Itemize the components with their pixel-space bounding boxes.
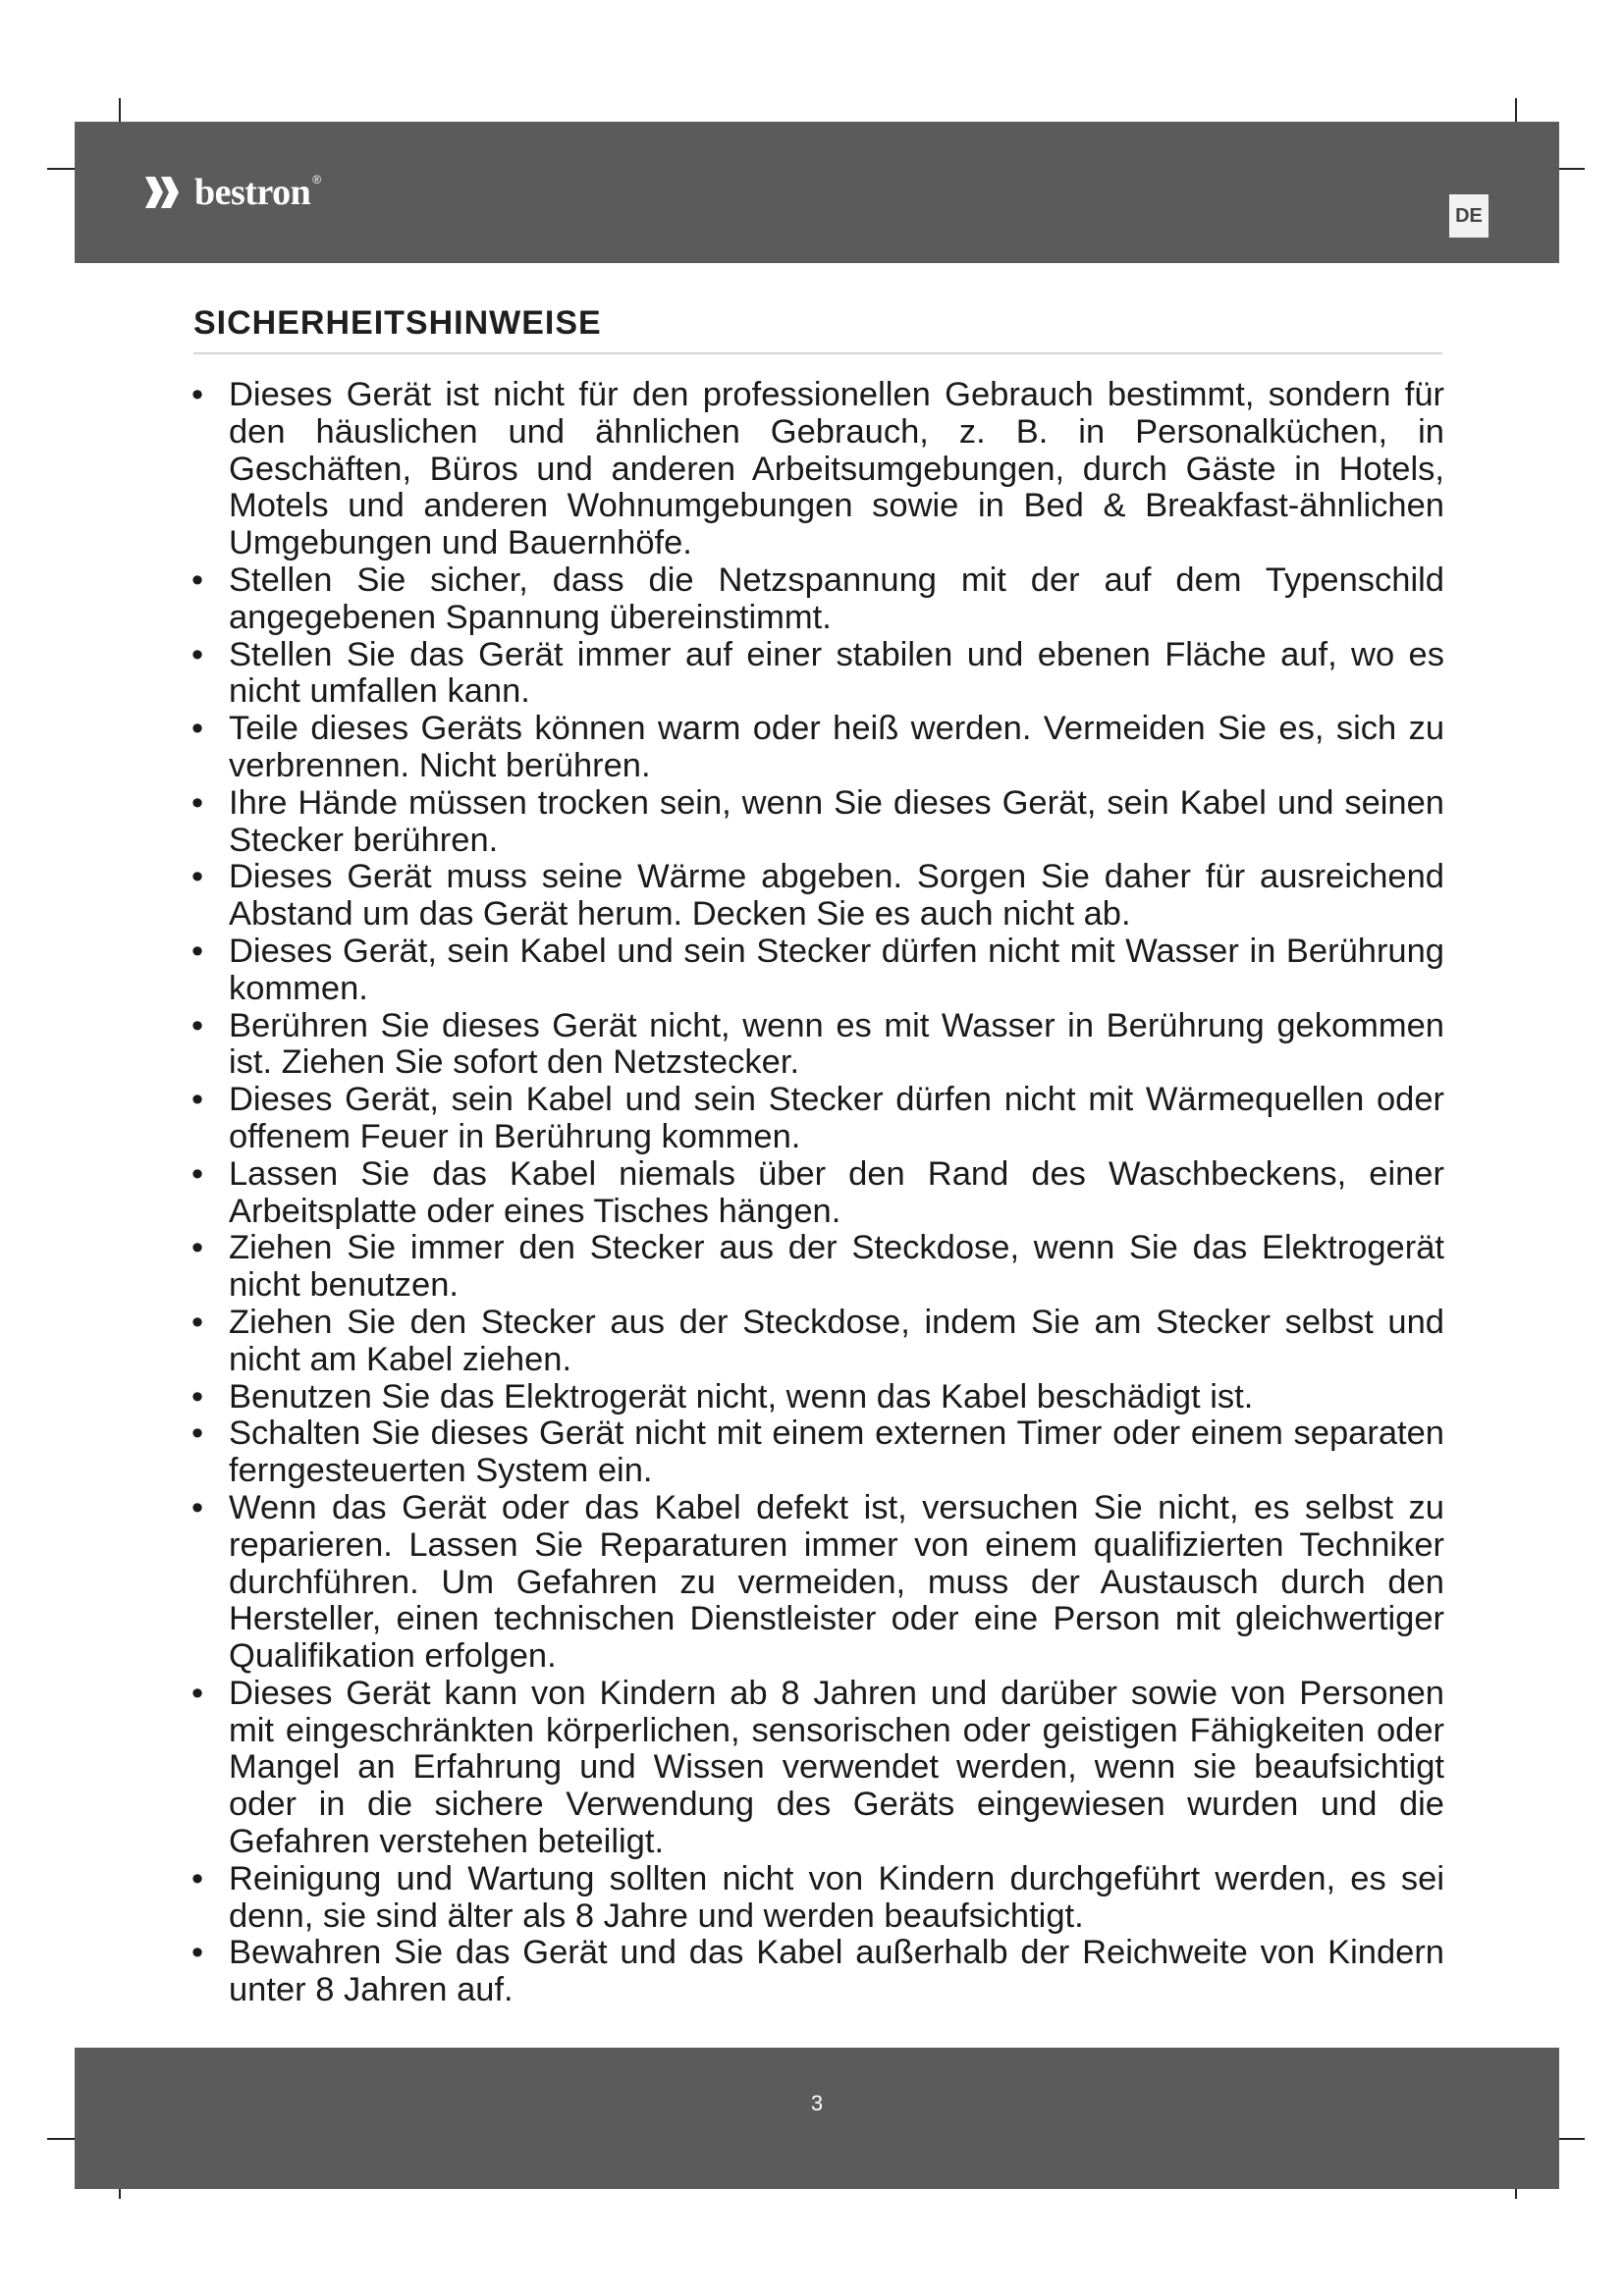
list-item-text: Berühren Sie dieses Gerät nicht, wenn es mit Wasser in Berührung gekommen ist. Ziehen Sie sofort den Netzstecker. xyxy=(229,1006,1444,1082)
bullet-icon: • xyxy=(191,783,204,822)
bullet-icon: • xyxy=(191,376,204,413)
list-item xyxy=(191,1082,1444,1156)
list-item xyxy=(191,1415,1444,1490)
bullet-icon: • xyxy=(191,1859,204,1897)
bullet-icon: • xyxy=(191,932,204,970)
bullet-icon: • xyxy=(191,1488,204,1526)
list-item xyxy=(191,934,1444,1008)
registered-mark: ® xyxy=(312,173,322,187)
list-item-text: Dieses Gerät, sein Kabel und sein Stecker dürfen nicht mit Wasser in Berührung kommen. xyxy=(229,932,1444,1007)
header-bar xyxy=(75,122,1559,263)
list-item xyxy=(191,1156,1444,1231)
list-item xyxy=(191,711,1444,785)
bullet-icon: • xyxy=(191,1934,204,1972)
list-item-text: Ziehen Sie immer den Stecker aus der Steckdose, wenn Sie das Elektrogerät nicht benutzen. xyxy=(229,1229,1444,1305)
list-item-text: Schalten Sie dieses Gerät nicht mit einem externen Timer oder einem separaten ferngesteuerten System ein. xyxy=(229,1415,1444,1490)
list-item-text: Dieses Gerät kann von Kindern ab 8 Jahren und darüber sowie von Personen mit eingeschränkten körperlichen, sensorischen oder geistigen Fähigkeiten oder Mangel an Erfahrung und Wissen verwendet werden, wenn sie beaufsichtigt oder in die sichere Verwendung des Geräts eingewiesen wurden und die Gefahren verstehen beteiligt. xyxy=(229,1674,1444,1861)
bullet-icon: • xyxy=(191,561,204,599)
language-badge: DE xyxy=(1449,194,1489,238)
list-item-text: Wenn das Gerät oder das Kabel defekt ist, versuchen Sie nicht, es selbst zu reparieren. Lassen Sie Reparaturen immer von einem qualifizierten Techniker durchführen. Um Gefahren zu vermeiden, muss der Austausch durch den Hersteller, einen technischen Dienstleister oder eine Person mit gleichwertiger Qualifikation erfolgen. xyxy=(229,1488,1444,1676)
brand-name: bestron xyxy=(194,172,311,213)
safety-list xyxy=(191,377,1444,2009)
list-item-text: Stellen Sie das Gerät immer auf einer stabilen und ebenen Fläche auf, wo es nicht umfallen kann. xyxy=(229,635,1444,711)
list-item-text: Benutzen Sie das Elektrogerät nicht, wenn das Kabel beschädigt ist. xyxy=(229,1377,1254,1415)
bullet-icon: • xyxy=(191,1229,204,1267)
list-item xyxy=(191,1305,1444,1379)
bullet-icon: • xyxy=(191,1154,204,1193)
list-item-text: Teile dieses Geräts können warm oder heiß werden. Vermeiden Sie es, sich zu verbrennen. Nicht berühren. xyxy=(229,710,1444,784)
bullet-icon: • xyxy=(191,1377,204,1415)
list-item-text: Reinigung und Wartung sollten nicht von Kindern durchgeführt werden, es sei denn, sie sind älter als 8 Jahre und werden beaufsichtigt. xyxy=(229,1859,1444,1935)
list-item xyxy=(191,562,1444,637)
list-item xyxy=(191,859,1444,934)
bullet-icon: • xyxy=(191,1006,204,1044)
list-item-text: Dieses Gerät, sein Kabel und sein Stecker dürfen nicht mit Wärmequellen oder offenem Feuer in Berührung kommen. xyxy=(229,1081,1444,1155)
list-item xyxy=(191,1008,1444,1083)
list-item-text: Bewahren Sie das Gerät und das Kabel außerhalb der Reichweite von Kindern unter 8 Jahren auf. xyxy=(229,1934,1444,2009)
list-item xyxy=(191,1676,1444,1861)
section-title: SICHERHEITSHINWEISE xyxy=(193,304,1442,354)
list-item-text: Ziehen Sie den Stecker aus der Steckdose, indem Sie am Stecker selbst und nicht am Kabel ziehen. xyxy=(229,1303,1444,1378)
list-item xyxy=(191,1490,1444,1676)
list-item xyxy=(191,377,1444,562)
bullet-icon: • xyxy=(191,635,204,673)
brand-logo xyxy=(143,171,321,214)
list-item xyxy=(191,785,1444,860)
page-number: 3 xyxy=(810,2091,824,2115)
list-item-text: Dieses Gerät ist nicht für den professionellen Gebrauch bestimmt, sondern für den häuslichen und ähnlichen Gebrauch, z. B. in Personalküchen, in Geschäften, Büros und anderen Arbeitsumgebungen, durch Gäste in Hotels, Motels und anderen Wohnumgebungen sowie in Bed & Breakfast-ähnlichen Umgebungen und Bauernhöfe. xyxy=(229,376,1444,562)
list-item-text: Dieses Gerät muss seine Wärme abgeben. Sorgen Sie daher für ausreichend Abstand um das Gerät herum. Decken Sie es auch nicht ab. xyxy=(229,858,1444,934)
list-item-text: Ihre Hände müssen trocken sein, wenn Sie dieses Gerät, sein Kabel und seinen Stecker berühren. xyxy=(229,783,1444,859)
list-item xyxy=(191,1379,1444,1416)
footer-bar xyxy=(75,2048,1559,2189)
list-item xyxy=(191,1230,1444,1305)
bullet-icon: • xyxy=(191,1415,204,1453)
list-item xyxy=(191,637,1444,712)
bullet-icon: • xyxy=(191,1674,204,1712)
list-item xyxy=(191,1935,1444,2009)
bullet-icon: • xyxy=(191,1303,204,1341)
list-item-text: Lassen Sie das Kabel niemals über den Rand des Waschbeckens, einer Arbeitsplatte oder eines Tisches hängen. xyxy=(229,1154,1444,1230)
bullet-icon: • xyxy=(191,1081,204,1119)
bullet-icon: • xyxy=(191,710,204,748)
bullet-icon: • xyxy=(191,858,204,896)
list-item-text: Stellen Sie sicher, dass die Netzspannung mit der auf dem Typenschild angegebenen Spannung übereinstimmt. xyxy=(229,561,1444,636)
chevrons-icon xyxy=(143,175,187,210)
list-item xyxy=(191,1861,1444,1936)
